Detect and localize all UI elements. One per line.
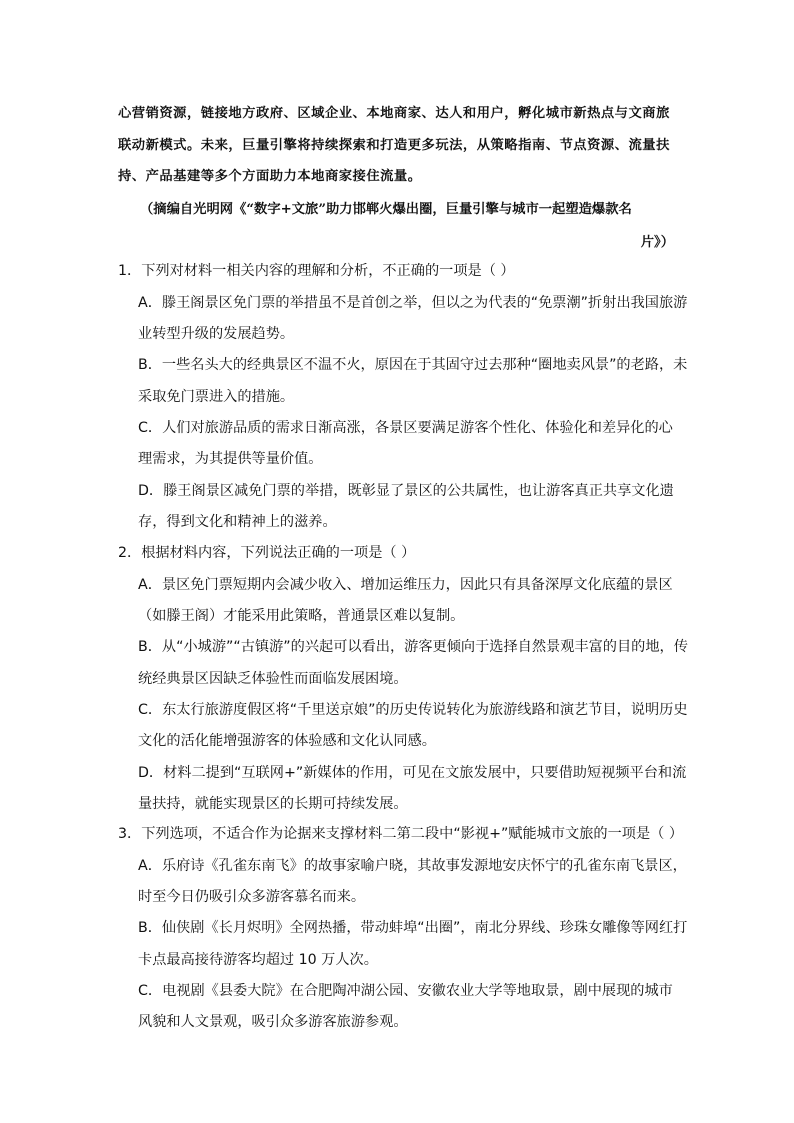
option-c-line: 文化的活化能增强游客的体验感和文化认同感。 [138, 733, 436, 749]
option-a-line: A．乐府诗《孔雀东南飞》的故事家喻户晓，其故事发源地安庆怀宁的孔雀东南飞景区， [138, 858, 687, 874]
source-line: 片》） [640, 235, 674, 250]
passage-line: 联动新模式。未来，巨量引擎将持续探索和打造更多玩法，从策略指南、节点资源、流量扶 [118, 138, 670, 153]
option-b-line: B．一些名头大的经典景区不温不火，原因在于其固守过去那种“圈地卖风景”的老路，未 [138, 357, 688, 373]
option-b-line: 统经典景区因缺乏体验性而面临发展困境。 [138, 671, 408, 687]
passage-line: 心营销资源，链接地方政府、区域企业、本地商家、达人和用户，孵化城市新热点与文商旅 [118, 106, 670, 121]
option-b-line: B．从“小城游”“古镇游”的兴起可以看出，游客更倾向于选择自然景观丰富的目的地，传 [138, 639, 688, 655]
passage-line: 持、产品基建等多个方面助力本地商家接住流量。 [118, 169, 422, 184]
option-a-line: A．滕王阁景区免门票的举措虽不是首创之举，但以之为代表的“免票潮”折射出我国旅游 [138, 295, 688, 311]
option-d-line: D．材料二提到“互联网+”新媒体的作用，可见在文旅发展中，只要借助短视频平台和流 [138, 765, 687, 781]
option-b-line: B．仙侠剧《长月烬明》全网热播，带动蚌埠“出圈”，南北分界线、珍珠女雕像等网红打 [138, 920, 688, 936]
option-c-line: 风貌和人文景观，吸引众多游客旅游参观。 [138, 1014, 408, 1030]
source-line: （摘编自光明网《“数字+文旅”助力邯郸火爆出圈，巨量引擎与城市一起塑造爆款名 [140, 202, 632, 217]
option-a-line: 时至今日仍吸引众多游客慕名而来。 [138, 889, 366, 905]
option-c-line: 理需求，为其提供等量价值。 [138, 451, 323, 467]
option-d-line: 存，得到文化和精神上的滋养。 [138, 514, 337, 530]
option-c-line: C．电视剧《县委大院》在合肥陶冲湖公园、安徽农业大学等地取景，剧中展现的城市 [138, 983, 673, 999]
option-c-line: C．东太行旅游度假区将“千里送京娘”的历史传说转化为旅游线路和演艺节目，说明历史 [138, 702, 688, 718]
option-a-line: A．景区免门票短期内会减少收入、增加运维压力，因此只有具备深厚文化底蕴的景区 [138, 577, 673, 593]
option-a-line: （如滕王阁）才能采用此策略，普通景区难以复制。 [138, 608, 465, 624]
question-stem: 3．下列选项，不适合作为论据来支撑材料二第二段中“影视+”赋能城市文旅的一项是（ ） [118, 826, 684, 842]
option-d-line: 量扶持，就能实现景区的长期可持续发展。 [138, 796, 408, 812]
option-d-line: D．滕王阁景区减免门票的举措，既彰显了景区的公共属性，也让游客真正共享文化遗 [138, 483, 674, 499]
question-stem: 2．根据材料内容，下列说法正确的一项是（ ） [118, 545, 416, 561]
option-c-line: C．人们对旅游品质的需求日渐高涨，各景区要满足游客个性化、体验化和差异化的心 [138, 420, 673, 436]
option-a-line: 业转型升级的发展趋势。 [138, 326, 295, 342]
option-b-line: 采取免门票进入的措施。 [138, 389, 295, 405]
question-stem: 1．下列对材料一相关内容的理解和分析，不正确的一项是（ ） [118, 263, 515, 279]
option-b-line: 卡点最高接待游客均超过 10 万人次。 [138, 952, 378, 968]
